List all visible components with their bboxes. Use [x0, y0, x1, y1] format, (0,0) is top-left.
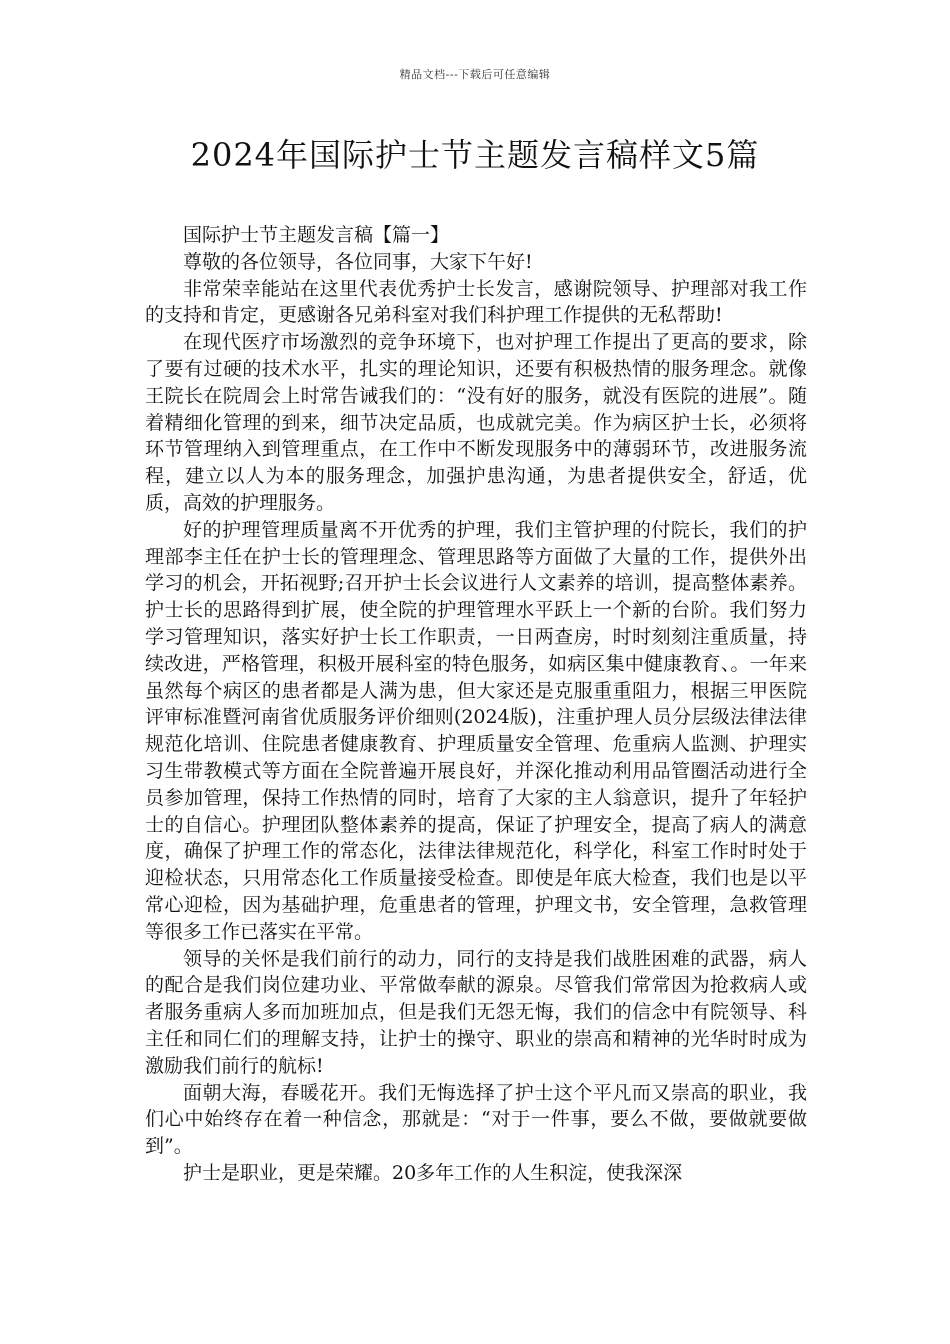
body-paragraph: 好的护理管理质量离不开优秀的护理，我们主管护理的付院长，我们的护理部李主任在护士长的管理理念、管理思路等方面做了大量的工作，提供外出学习的机会，开拓视野;召开护士长会议进行人文素养的培训，提高整体素养。护士长的思路得到扩展，使全院的护理管理水平跃上一个新的台阶。我们努力学习管理知识，落实好护士长工作职责，一日两查房，时时刻刻注重质量，持续改进，严格管理，积极开展科室的特色服务，如病区集中健康教育、。一年来虽然每个病区的患者都是人满为患，但大家还是克服重重阻力，根据三甲医院评审标准暨河南省优质服务评价细则(2024版)，注重护理人员分层级法律法律规范化培训、住院患者健康教育、护理质量安全管理、危重病人监测、护理实习生带教模式等方面在全院普遍开展良好，并深化推动利用品管圈活动进行全员参加管理，保持工作热情的同时，培育了大家的主人翁意识，提升了年轻护士的自信心。护理团队整体素养的提高，保证了护理安全，提高了病人的满意度，确保了护理工作的常态化，法律法律规范化，科学化，科室工作时时处于迎检状态，只用常态化工作质量接受检查。即使是年底大检查，我们也是以平常心迎检，因为基础护理，危重患者的管理，护理文书，安全管理，急救管理等很多工作已落实在平常。	[145, 518, 807, 943]
body-paragraph: 护士是职业，更是荣耀。20多年工作的人生积淀，使我深深	[183, 1161, 683, 1184]
document-body	[145, 222, 807, 1187]
salutation-paragraph: 尊敬的各位领导，各位同事，大家下午好!	[183, 250, 533, 273]
section-heading: 国际护士节主题发言稿【篇一】	[183, 224, 450, 246]
body-paragraph: 面朝大海，春暖花开。我们无悔选择了护士这个平凡而又崇高的职业，我们心中始终存在着一种信念，那就是：“对于一件事，要么不做，要做就要做到”。	[145, 1081, 807, 1158]
body-paragraph: 领导的关怀是我们前行的动力，同行的支持是我们战胜困难的武器，病人的配合是我们岗位建功业、平常做奉献的源泉。尽管我们常常因为抢救病人或者服务重病人多而加班加点，但是我们无怨无悔，我们的信念中有院领导、科主任和同仁们的理解支持，让护士的操守、职业的崇高和精神的光华时时成为激励我们前行的航标!	[145, 947, 807, 1077]
page-header: 精品文档---下载后可任意编辑	[399, 68, 551, 81]
body-paragraph: 在现代医疗市场激烈的竞争环境下，也对护理工作提出了更高的要求，除了要有过硬的技术水平，扎实的理论知识，还要有积极热情的服务理念。就像王院长在院周会上时常告诫我们的：“没有好的服务，就没有医院的进展”。随着精细化管理的到来，细节决定品质，也成就完美。作为病区护士长，必须将环节管理纳入到管理重点，在工作中不断发现服务中的薄弱环节，改进服务流程，建立以人为本的服务理念，加强护患沟通，为患者提供安全，舒适，优质，高效的护理服务。	[145, 331, 807, 514]
body-paragraph: 非常荣幸能站在这里代表优秀护士长发言，感谢院领导、护理部对我工作的支持和肯定，更感谢各兄弟科室对我们科护理工作提供的无私帮助!	[145, 277, 807, 327]
document-title: 2024年国际护士节主题发言稿样文5篇	[190, 136, 760, 174]
